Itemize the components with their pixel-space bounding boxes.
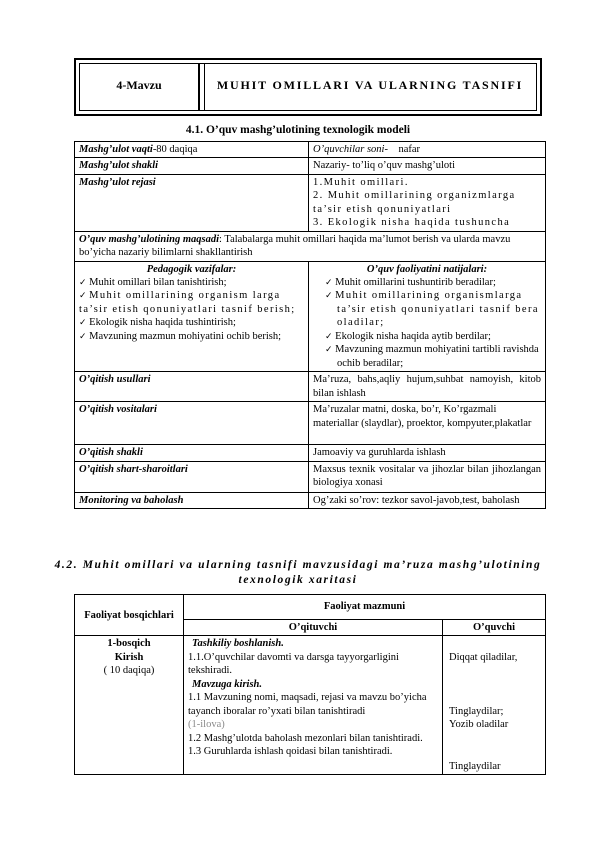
checkmark-icon: ✓ xyxy=(79,291,87,302)
monitoring-value: Og’zaki so’rov: tezkor savol-javob,test, baholash xyxy=(309,492,546,508)
learning-results-list xyxy=(313,276,541,370)
time-value: -80 daqiqa xyxy=(152,144,198,155)
checkmark-icon: ✓ xyxy=(325,331,333,342)
plan-item: 2. Muhit omillarining organizmlarga ta’sir etish qonuniyatlari xyxy=(313,190,516,215)
tools-value: Ma’ruzalar matni, doska, bo’r, Ko’rgazmali materiallar (slaydlar), proektor, kompyuter,plakatlar xyxy=(309,402,546,445)
teacher-step: 1.1 Mavzuning nomi, maqsadi, rejasi va mavzu bo’yicha tayanch iboralar ro’yxati bilan tanishtiradi xyxy=(188,692,427,717)
checkmark-icon: ✓ xyxy=(79,318,87,329)
list-item: ✓ Muhit omillarining organism larga ta’sir etish qonuniyatlari tasnif berish; xyxy=(79,290,296,315)
table-row xyxy=(75,492,546,508)
student-step: Diqqat qiladilar, xyxy=(449,652,518,664)
table-row xyxy=(75,402,546,445)
plan-list xyxy=(309,174,546,231)
goal-text: : Talabalarga muhit omillari haqida ma’lumot berish va ularda mavzu bo’yicha nazariy bilimlarni shakllantirish xyxy=(79,233,511,259)
methods-label: O’qitish usullari xyxy=(75,372,309,402)
tools-label: O’qitish vositalari xyxy=(75,402,309,445)
list-item: ✓ Mavzuning mazmun mohiyatini ochib berish; xyxy=(79,330,282,342)
list-item: ✓ Muhit omillarining organismlarga ta’sir etish qonuniyatlari tasnif bera oladilar; xyxy=(325,290,539,329)
goal-cell xyxy=(75,231,546,261)
teacher-step: 1.1.O’quvchilar davomti va darsga tayyorgarligini tekshiradi. xyxy=(188,651,399,677)
lesson-model-table xyxy=(74,141,546,509)
stage-subtitle: Kirish xyxy=(114,651,144,663)
table-row xyxy=(75,174,546,231)
student-step: Tinglaydilar xyxy=(449,760,501,772)
topic-number: 4-Mavzu xyxy=(116,78,162,92)
conditions-value: Maxsus texnik vositalar va jihozlar bilan jihozlangan biologiya xonasi xyxy=(309,461,546,492)
list-item: ✓ Muhit omillari bilan tanishtirish; xyxy=(79,276,227,288)
student-header: O’quvchi xyxy=(443,620,546,636)
table-row xyxy=(75,636,546,775)
time-label: Mashg’ulot vaqti xyxy=(79,144,153,155)
list-item: ✓ Muhit omillarini tushuntirib beradilar; xyxy=(325,276,496,288)
plan-item: 3. Ekologik nisha haqida tushuncha xyxy=(313,217,511,229)
checkmark-icon: ✓ xyxy=(325,291,333,302)
teacher-step: 1.3 Guruhlarda ishlash qoidasi bilan tanishtiradi. xyxy=(188,745,393,757)
table-row xyxy=(75,158,546,174)
student-activity-cell xyxy=(443,636,546,775)
student-step: Tinglaydilar; xyxy=(449,705,504,717)
topic-header-box xyxy=(74,58,542,116)
goal-label: O’quv mashg’ulotining maqsadi xyxy=(79,233,220,245)
topic-title: MUHIT OMILLARI VA ULARNING TASNIFI xyxy=(216,78,524,92)
learning-results-cell xyxy=(309,261,546,372)
content-header: Faoliyat mazmuni xyxy=(184,595,546,620)
table-row xyxy=(75,231,546,261)
pedagogical-tasks-list xyxy=(79,276,304,344)
teacher-header: O’qituvchi xyxy=(184,620,443,636)
checkmark-icon: ✓ xyxy=(79,277,87,288)
students-value: nafar xyxy=(398,144,421,155)
monitoring-label: Monitoring va baholash xyxy=(75,492,309,508)
checkmark-icon: ✓ xyxy=(325,277,333,288)
pedagogical-tasks-cell xyxy=(75,261,309,372)
stage-duration: ( 10 daqiqa) xyxy=(103,665,155,677)
table-row xyxy=(75,261,546,372)
section-title-map: 4.2. Muhit omillari va ularning tasnifi mavzusidagi ma’ruza mashg’ulotining texnologik xaritasi xyxy=(54,559,542,586)
conditions-label: O’qitish shart-sharoitlari xyxy=(75,461,309,492)
student-step: Yozib oladilar xyxy=(449,719,509,731)
stages-header: Faoliyat bosqichlari xyxy=(75,595,184,636)
students-cell xyxy=(309,142,546,158)
stage-name: 1-bosqich xyxy=(107,638,151,650)
students-label: O’quvchilar soni- xyxy=(313,144,388,155)
annex-reference: (1-ilova) xyxy=(188,719,225,731)
plan-item: 1.Muhit omillari. xyxy=(313,176,409,188)
list-item: ✓ Mavzuning mazmun mohiyatini tartibli ravishda ochib beradilar; xyxy=(325,344,539,369)
section-title-model: 4.1. O’quv mashg’ulotining texnologik modeli xyxy=(185,124,411,136)
time-cell xyxy=(75,142,309,158)
checkmark-icon: ✓ xyxy=(325,345,333,356)
topic-intro-title: Mavzuga kirish. xyxy=(192,678,263,690)
teacher-activity-cell xyxy=(184,636,443,775)
header-inner-frame xyxy=(79,63,537,111)
teaching-form-value: Jamoaviy va guruhlarda ishlash xyxy=(309,445,546,461)
teaching-form-label: O’qitish shakli xyxy=(75,445,309,461)
teacher-step: 1.2 Mashg’ulotda baholash mezonlari bilan tanishtiradi. xyxy=(188,732,423,744)
technology-map-table xyxy=(74,594,546,775)
learning-results-title: O’quv faoliyatini natijalari: xyxy=(366,263,488,275)
plan-label: Mashg’ulot rejasi xyxy=(75,174,309,231)
table-row xyxy=(75,445,546,461)
form-label: Mashg’ulot shakli xyxy=(75,158,309,174)
org-start-title: Tashkiliy boshlanish. xyxy=(192,638,284,650)
checkmark-icon: ✓ xyxy=(79,331,87,342)
pedagogical-tasks-title: Pedagogik vazifalar: xyxy=(146,263,237,275)
methods-value: Ma’ruza, bahs,aqliy hujum,suhbat namoyish, kitob bilan ishlash xyxy=(309,372,546,402)
table-row xyxy=(75,595,546,620)
form-value: Nazariy- to’liq o’quv mashg’uloti xyxy=(309,158,546,174)
stage-1-cell xyxy=(75,636,184,775)
list-item: ✓ Ekologik nisha haqida tushintirish; xyxy=(79,317,236,329)
table-row xyxy=(75,461,546,492)
list-item: ✓ Ekologik nisha haqida aytib berdilar; xyxy=(325,330,491,342)
table-row xyxy=(75,142,546,158)
table-row xyxy=(75,372,546,402)
